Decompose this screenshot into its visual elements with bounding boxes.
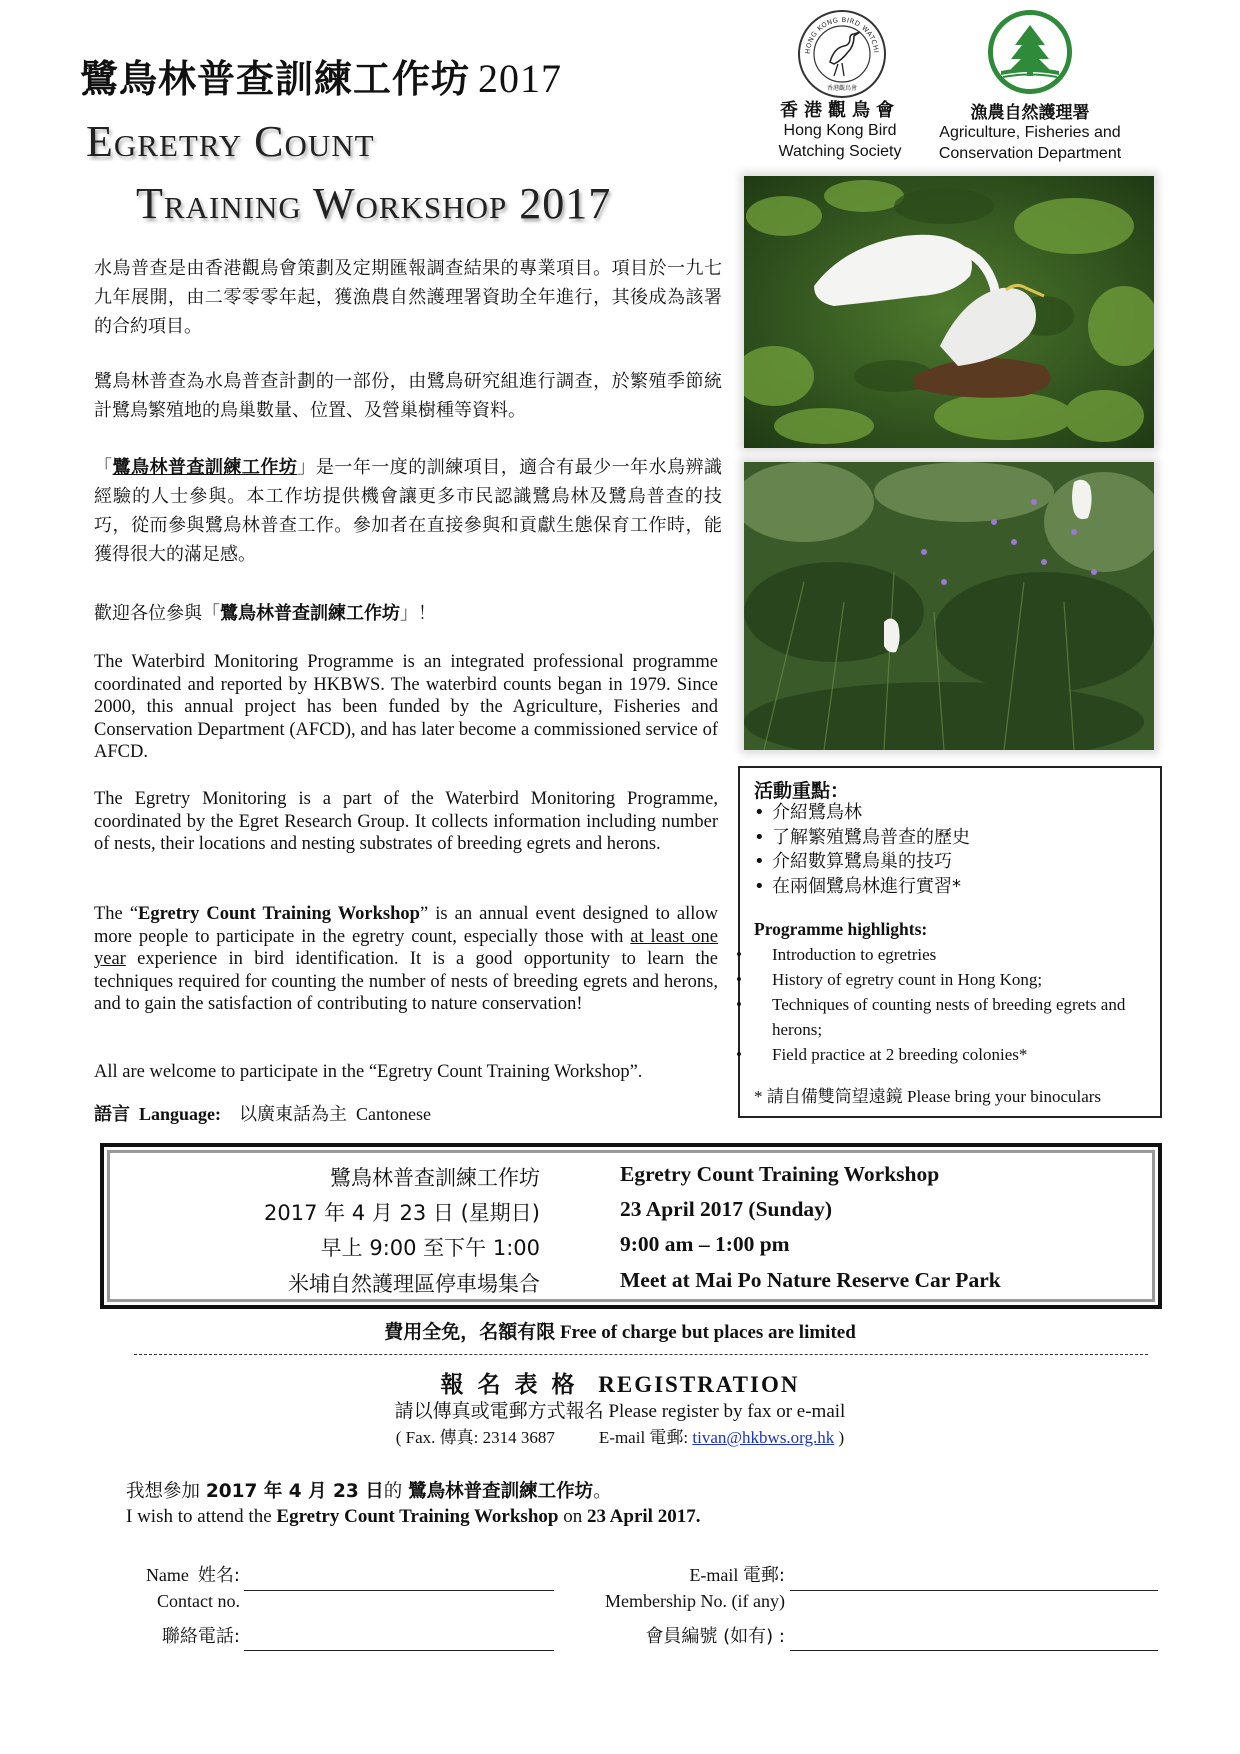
cut-line-divider — [134, 1354, 1148, 1355]
contact-label-en: Contact no. — [157, 1591, 240, 1611]
event-time-zh: 早上 9:00 至下午 1:00 — [320, 1236, 540, 1260]
event-name-en: Egretry Count Training Workshop — [620, 1162, 940, 1186]
event-date-en: 23 April 2017 (Sunday) — [620, 1197, 833, 1221]
list-item: • Introduction to egretries — [754, 942, 1148, 967]
email-label: E-mail 電郵: — [689, 1565, 785, 1586]
binoculars-note: * 請自備雙筒望遠鏡 Please bring your binoculars — [754, 1087, 1102, 1106]
title-year: 2017 — [478, 56, 563, 101]
hkbws-logo — [798, 10, 886, 98]
list-item: • History of egretry count in Hong Kong; — [754, 967, 1148, 992]
egret-nest-photo — [744, 176, 1154, 448]
highlights-title-en: Programme highlights: — [754, 919, 928, 939]
email-link[interactable]: tivan@hkbws.org.hk — [692, 1428, 835, 1447]
registration-contact: ( Fax. 傳真: 2314 3687 E-mail 電郵: tivan@hkbws.org.hk ) — [395, 1428, 845, 1447]
contact-label-zh: 聯絡電話: — [161, 1626, 240, 1647]
highlights-list-en — [754, 942, 1148, 1067]
hkbws-name-en: Hong Kong Bird Watching Society — [778, 122, 902, 160]
list-item: • 介紹鷺鳥林 — [754, 801, 970, 826]
membership-label-en: Membership No. (if any) — [605, 1591, 785, 1611]
email-field[interactable] — [790, 1590, 1158, 1591]
welcome-line-zh: 歡迎各位參與「鷺鳥林普查訓練工作坊」！ — [94, 603, 436, 624]
intro-paragraph-en-2: The Egretry Monitoring is a part of the Waterbird Monitoring Programme, coordinated by the Egret Research Group. It collects information including number of nests, their locations and nesting substrates of breeding egrets and herons. — [94, 789, 718, 854]
attend-statement-en: I wish to attend the Egretry Count Training Workshop on 23 April 2017. — [126, 1506, 701, 1527]
page-title-en-line1: Egretry Count — [86, 117, 375, 166]
intro-paragraph-en-1: The Waterbird Monitoring Programme is an integrated professional programme coordinated and reported by HKBWS. The waterbird counts began in 1979. Since 2000, this annual project has been funded by the Agriculture, Fisheries and Conservation Department (AFCD), and has later become a commissioned service of AFCD. — [94, 652, 718, 762]
membership-number-field[interactable] — [790, 1650, 1158, 1651]
language-line: 語言 Language: 以廣東話為主 Cantonese — [94, 1104, 431, 1125]
afcd-logo — [988, 10, 1072, 94]
egret-emblem-icon — [800, 12, 884, 96]
tree-icon — [993, 15, 1067, 89]
intro-paragraph-en-3: The “Egretry Count Training Workshop” is an annual event designed to allow more people to participate in the egretry count, especially those with at least one year experience in bird identification. It is a good opportunity to learn the techniques required for counting the number of nests of breeding egrets and herons, and to gain the satisfaction of contributing to nature conservation! — [94, 904, 718, 1014]
hkbws-ring-text: HONG KONG BIRD WATCHI — [803, 15, 881, 55]
fee-notice: 費用全免，名額有限 Free of charge but places are limited — [384, 1321, 856, 1343]
highlights-list-zh — [754, 801, 970, 899]
registration-title: 報名表格 REGISTRATION — [440, 1372, 800, 1398]
name-label: Name 姓名: — [145, 1565, 240, 1586]
intro-paragraph-zh-3: 「鷺鳥林普查訓練工作坊」是一年一度的訓練項目，適合有最少一年水鳥辨識經驗的人士參與。本工作坊提供機會讓更多市民認識鷺鳥林及鷺鳥普查的技巧，從而參與鷺鳥林普查工作。參加者在直接參與和貢獻生態保育工作時，能獲得很大的滿足感。 — [94, 457, 723, 565]
list-item: • 介紹數算鷺鳥巢的技巧 — [754, 850, 970, 875]
contact-number-field[interactable] — [244, 1650, 554, 1651]
hkbws-name-zh: 香港觀鳥會 — [780, 100, 900, 121]
afcd-name-zh: 漁農自然護理署 — [970, 103, 1090, 123]
egretry-colony-photo — [744, 462, 1154, 750]
name-field[interactable] — [244, 1590, 554, 1591]
event-date-zh: 2017 年 4 月 23 日 (星期日) — [264, 1201, 540, 1225]
event-venue-zh: 米埔自然護理區停車場集合 — [288, 1272, 540, 1296]
hkbws-ring-text-zh: 香港觀鳥會 — [826, 85, 858, 92]
registration-instructions: 請以傳真或電郵方式報名 Please register by fax or e-mail — [394, 1400, 846, 1422]
intro-paragraph-zh-1: 水鳥普查是由香港觀鳥會策劃及定期匯報調查結果的專業項目。項目於一九七九年展開，由二零零零年起，獲漁農自然護理署資助全年進行，其後成為該署的合約項目。 — [94, 258, 722, 337]
membership-label-zh: 會員編號 (如有) : — [645, 1626, 785, 1647]
list-item: • 了解繁殖鷺鳥普查的歷史 — [754, 826, 970, 851]
afcd-name-en: Agriculture, Fisheries and Conservation Department — [938, 124, 1122, 162]
highlights-title-zh: 活動重點： — [754, 780, 850, 802]
list-item: • 在兩個鷺鳥林進行實習* — [754, 875, 970, 900]
page-title-zh: 鷺鳥林普查訓練工作坊 2017 — [80, 56, 563, 101]
welcome-line-en: All are welcome to participate in the “Egretry Count Training Workshop”. — [94, 1062, 643, 1082]
list-item: • Techniques of counting nests of breeding egrets and herons; — [754, 992, 1148, 1042]
event-time-en: 9:00 am – 1:00 pm — [620, 1232, 790, 1256]
attend-statement-zh: 我想參加 2017 年 4 月 23 日的 鷺鳥林普查訓練工作坊。 — [126, 1481, 612, 1502]
intro-paragraph-zh-2: 鷺鳥林普查為水鳥普查計劃的一部份，由鷺鳥研究組進行調查，於繁殖季節統計鷺鳥繁殖地的鳥巢數量、位置、及營巢樹種等資料。 — [94, 371, 722, 421]
event-venue-en: Meet at Mai Po Nature Reserve Car Park — [620, 1268, 1001, 1292]
event-name-zh: 鷺鳥林普查訓練工作坊 — [330, 1166, 540, 1190]
page-title-en-line2: Training Workshop 2017 — [136, 179, 612, 228]
list-item: • Field practice at 2 breeding colonies* — [754, 1042, 1148, 1067]
